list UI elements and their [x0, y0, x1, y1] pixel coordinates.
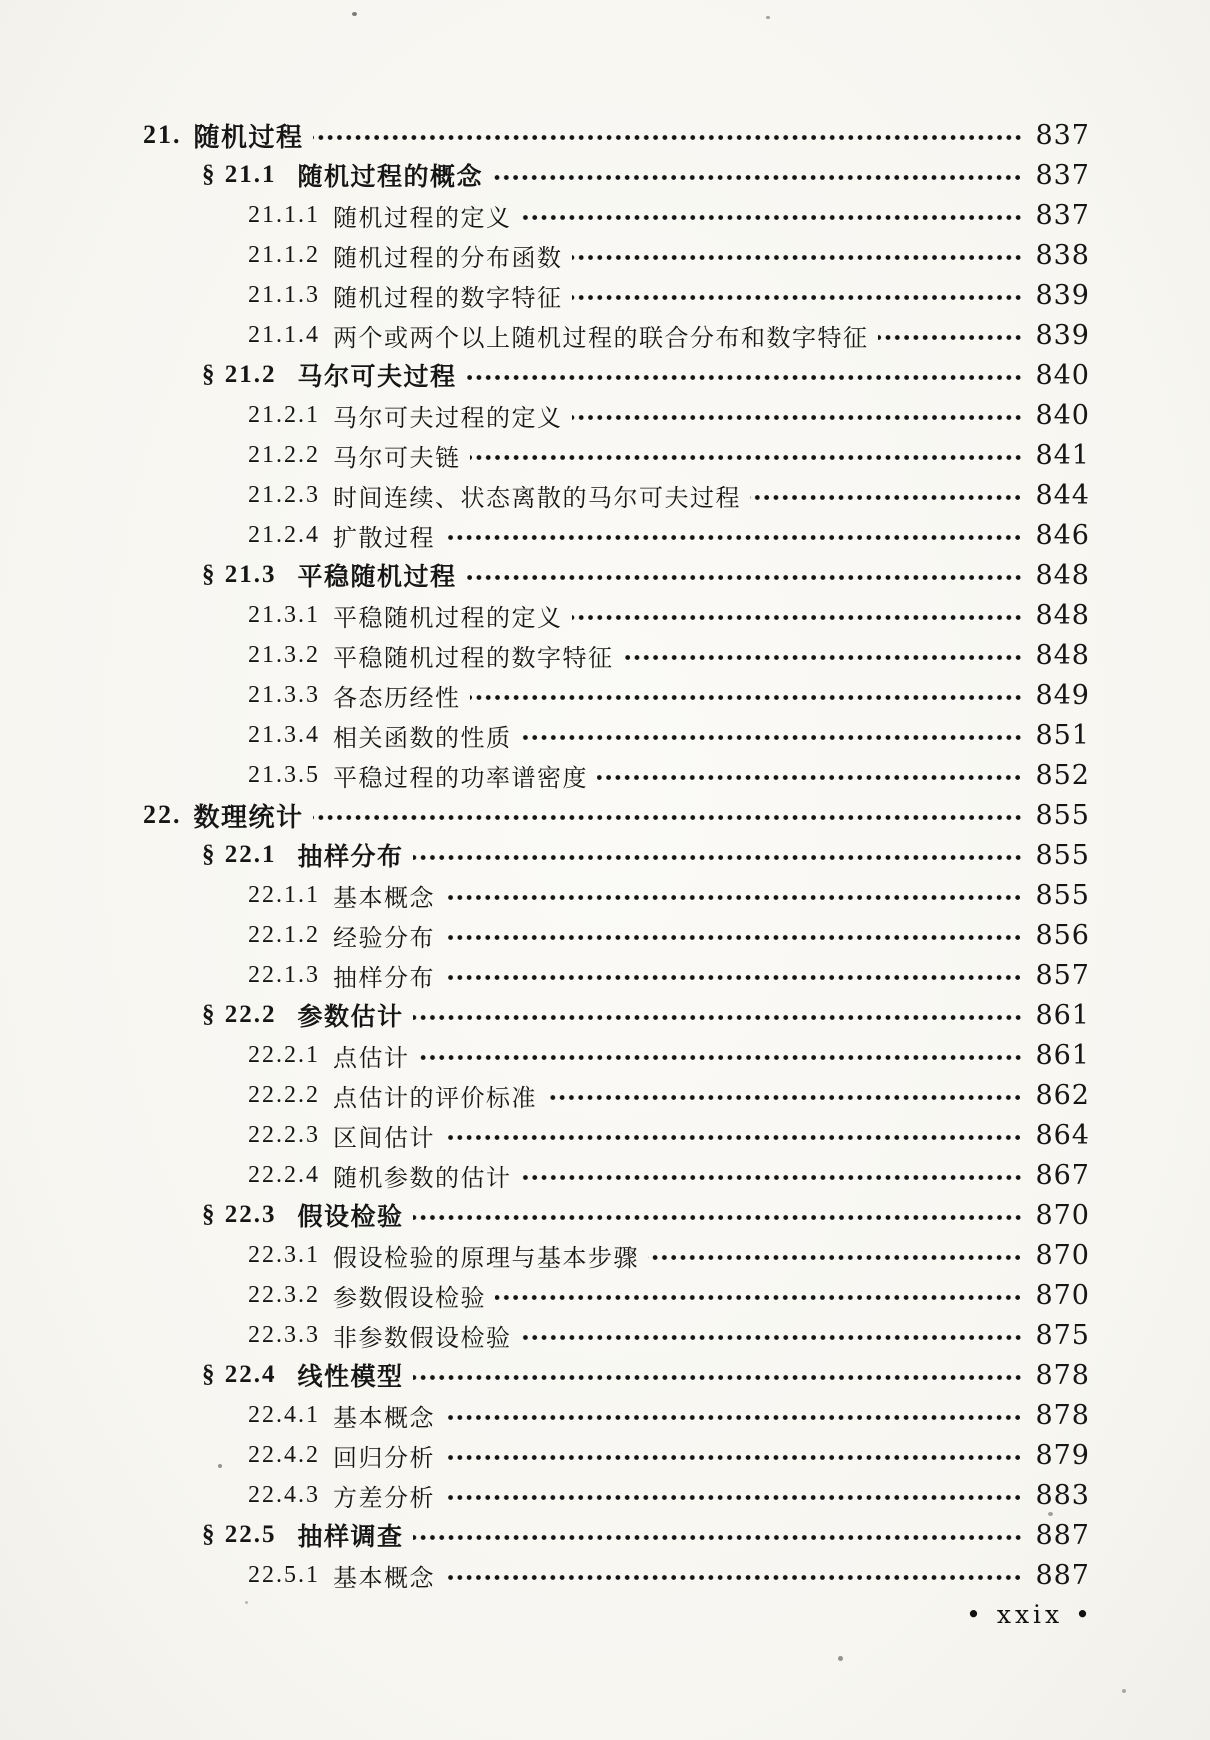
- entry-number: 21.1.4: [248, 321, 320, 348]
- entry-number: 22.4.1: [248, 1401, 320, 1428]
- dot-leader: [521, 1174, 1023, 1181]
- toc-entry: [143, 1435, 1090, 1475]
- entry-title: 假设检验: [297, 1204, 404, 1231]
- entry-title: 点估计的评价标准: [333, 1085, 537, 1112]
- dot-leader: [572, 614, 1023, 621]
- dot-leader: [444, 1574, 1022, 1581]
- entry-number: 21.2.3: [248, 481, 320, 508]
- entry-title: 随机过程的定义: [333, 205, 512, 232]
- entry-title: 参数估计: [297, 1004, 404, 1031]
- entry-page-number: 849: [1035, 679, 1090, 711]
- dot-leader: [521, 214, 1023, 221]
- entry-page-number: 846: [1035, 519, 1090, 551]
- toc-entry: [143, 155, 1090, 195]
- scan-speck: [1048, 1512, 1053, 1516]
- entry-page-number: 837: [1035, 199, 1090, 231]
- toc-entry: [143, 235, 1090, 275]
- entry-number: 22.4.2: [248, 1441, 320, 1468]
- dot-leader: [546, 1094, 1022, 1101]
- entry-number: 21.2.2: [248, 441, 320, 468]
- entry-number: 22.2.2: [248, 1081, 320, 1108]
- entry-title: 平稳随机过程的数字特征: [333, 645, 614, 672]
- entry-page-number: 848: [1035, 599, 1090, 631]
- entry-page-number: 840: [1035, 399, 1090, 431]
- entry-page-number: 870: [1035, 1279, 1090, 1311]
- entry-page-number: 855: [1035, 879, 1090, 911]
- toc-entry: [143, 475, 1090, 515]
- toc-entry: [143, 555, 1090, 595]
- entry-page-number: 887: [1035, 1559, 1090, 1591]
- entry-number: § 21.3: [202, 561, 277, 588]
- entry-page-number: 878: [1035, 1399, 1090, 1431]
- dot-leader: [521, 734, 1023, 741]
- dot-leader: [521, 1334, 1023, 1341]
- scan-speck: [766, 16, 770, 19]
- entry-title: 马尔可夫过程: [297, 364, 457, 391]
- entry-page-number: 839: [1035, 319, 1090, 351]
- entry-page-number: 857: [1035, 959, 1090, 991]
- entry-title: 抽样分布: [333, 965, 435, 992]
- dot-leader: [466, 374, 1023, 381]
- entry-title: 线性模型: [297, 1364, 404, 1391]
- entry-number: 21.1.1: [248, 201, 320, 228]
- entry-title: 抽样调查: [297, 1524, 404, 1551]
- entry-number: 22.2.4: [248, 1161, 320, 1188]
- entry-page-number: 841: [1035, 439, 1090, 471]
- toc-entry: [143, 1155, 1090, 1195]
- entry-number: 22.3.1: [248, 1241, 320, 1268]
- dot-leader: [444, 974, 1022, 981]
- dot-leader: [413, 1534, 1023, 1541]
- toc-entry: [143, 675, 1090, 715]
- entry-title: 平稳随机过程: [297, 564, 457, 591]
- dot-leader: [444, 934, 1022, 941]
- dot-leader: [313, 134, 1023, 141]
- entry-number: 22.5.1: [248, 1561, 320, 1588]
- dot-leader: [470, 694, 1023, 701]
- entry-title: 数理统计: [193, 802, 304, 832]
- toc-entry: [143, 795, 1090, 835]
- toc-entry: [143, 275, 1090, 315]
- entry-page-number: 851: [1035, 719, 1090, 751]
- toc-entry: [143, 1475, 1090, 1515]
- entry-number: 22.2.3: [248, 1121, 320, 1148]
- entry-page-number: 856: [1035, 919, 1090, 951]
- entry-title: 平稳过程的功率谱密度: [333, 765, 588, 792]
- entry-number: 22.1.1: [248, 881, 320, 908]
- page-footer: • xxix •: [966, 1600, 1094, 1629]
- dot-leader: [470, 454, 1023, 461]
- scan-speck: [1122, 1689, 1126, 1693]
- entry-page-number: 864: [1035, 1119, 1090, 1151]
- entry-number: 21.2.1: [248, 401, 320, 428]
- entry-title: 抽样分布: [297, 844, 404, 871]
- scan-speck: [218, 1464, 222, 1468]
- entry-page-number: 839: [1035, 279, 1090, 311]
- entry-number: 21.3.4: [248, 721, 320, 748]
- entry-number: 22.2.1: [248, 1041, 320, 1068]
- toc-entry: [143, 955, 1090, 995]
- toc-entry: [143, 1195, 1090, 1235]
- dot-leader: [623, 654, 1023, 661]
- toc-entry: [143, 1355, 1090, 1395]
- entry-number: 22.3.2: [248, 1281, 320, 1308]
- entry-title: 随机过程: [193, 122, 304, 152]
- toc-entry: [143, 1035, 1090, 1075]
- toc-entry: [143, 875, 1090, 915]
- entry-title: 相关函数的性质: [333, 725, 512, 752]
- entry-title: 回归分析: [333, 1445, 435, 1472]
- toc-list: [143, 115, 1090, 1595]
- toc-entry: [143, 355, 1090, 395]
- entry-page-number: 848: [1035, 559, 1090, 591]
- entry-number: 21.: [143, 120, 182, 149]
- dot-leader: [444, 1454, 1022, 1461]
- entry-title: 随机参数的估计: [333, 1165, 512, 1192]
- entry-title: 时间连续、状态离散的马尔可夫过程: [333, 485, 741, 512]
- entry-title: 基本概念: [333, 1565, 435, 1592]
- toc-entry: [143, 1555, 1090, 1595]
- entry-number: 21.2.4: [248, 521, 320, 548]
- entry-page-number: 848: [1035, 639, 1090, 671]
- entry-title: 马尔可夫过程的定义: [333, 405, 563, 432]
- dot-leader: [444, 1494, 1022, 1501]
- dot-leader: [444, 1414, 1022, 1421]
- toc-entry: [143, 115, 1090, 155]
- toc-entry: [143, 835, 1090, 875]
- entry-title: 随机过程的概念: [297, 164, 484, 191]
- entry-page-number: 862: [1035, 1079, 1090, 1111]
- dot-leader: [750, 494, 1022, 501]
- entry-number: § 22.4: [202, 1361, 277, 1388]
- dot-leader: [597, 774, 1022, 781]
- dot-leader: [572, 254, 1023, 261]
- dot-leader: [413, 854, 1023, 861]
- entry-number: 21.3.1: [248, 601, 320, 628]
- toc-entry: [143, 995, 1090, 1035]
- toc-entry: [143, 315, 1090, 355]
- entry-number: 21.3.3: [248, 681, 320, 708]
- scan-speck: [245, 1601, 248, 1604]
- toc-entry: [143, 1515, 1090, 1555]
- entry-title: 参数假设检验: [333, 1285, 486, 1312]
- entry-page-number: 844: [1035, 479, 1090, 511]
- toc-entry: [143, 395, 1090, 435]
- dot-leader: [444, 1134, 1022, 1141]
- entry-page-number: 855: [1035, 799, 1090, 831]
- entry-number: 21.1.3: [248, 281, 320, 308]
- dot-leader: [444, 534, 1022, 541]
- toc-entry: [143, 1235, 1090, 1275]
- dot-leader: [413, 1374, 1023, 1381]
- entry-title: 两个或两个以上随机过程的联合分布和数字特征: [333, 325, 869, 352]
- toc-entry: [143, 915, 1090, 955]
- toc-entry: [143, 635, 1090, 675]
- entry-page-number: 840: [1035, 359, 1090, 391]
- entry-title: 平稳随机过程的定义: [333, 605, 563, 632]
- entry-title: 各态历经性: [333, 685, 461, 712]
- entry-number: 22.1.3: [248, 961, 320, 988]
- toc-entry: [143, 1075, 1090, 1115]
- entry-page-number: 837: [1035, 119, 1090, 151]
- entry-title: 假设检验的原理与基本步骤: [333, 1245, 639, 1272]
- entry-number: § 22.3: [202, 1201, 277, 1228]
- entry-page-number: 861: [1035, 1039, 1090, 1071]
- entry-page-number: 883: [1035, 1479, 1090, 1511]
- toc-entry: [143, 435, 1090, 475]
- entry-number: § 21.1: [202, 161, 277, 188]
- dot-leader: [444, 894, 1022, 901]
- entry-number: § 22.2: [202, 1001, 277, 1028]
- entry-title: 扩散过程: [333, 525, 435, 552]
- entry-number: 22.1.2: [248, 921, 320, 948]
- entry-number: 21.1.2: [248, 241, 320, 268]
- toc-entry: [143, 715, 1090, 755]
- entry-number: 22.: [143, 800, 182, 829]
- dot-leader: [572, 294, 1023, 301]
- entry-page-number: 867: [1035, 1159, 1090, 1191]
- dot-leader: [419, 1054, 1023, 1061]
- entry-number: § 21.2: [202, 361, 277, 388]
- entry-number: 21.3.2: [248, 641, 320, 668]
- scan-speck: [838, 1656, 843, 1661]
- entry-number: 22.3.3: [248, 1321, 320, 1348]
- dot-leader: [648, 1254, 1022, 1261]
- toc-entry: [143, 515, 1090, 555]
- toc-entry: [143, 1315, 1090, 1355]
- entry-number: § 22.5: [202, 1521, 277, 1548]
- dot-leader: [572, 414, 1023, 421]
- toc-entry: [143, 195, 1090, 235]
- entry-title: 随机过程的分布函数: [333, 245, 563, 272]
- toc-entry: [143, 1115, 1090, 1155]
- entry-page-number: 838: [1035, 239, 1090, 271]
- dot-leader: [413, 1214, 1023, 1221]
- entry-page-number: 855: [1035, 839, 1090, 871]
- entry-page-number: 887: [1035, 1519, 1090, 1551]
- entry-title: 非参数假设检验: [333, 1325, 512, 1352]
- entry-page-number: 870: [1035, 1239, 1090, 1271]
- toc-entry: [143, 595, 1090, 635]
- dot-leader: [878, 334, 1023, 341]
- toc-entry: [143, 755, 1090, 795]
- dot-leader: [492, 174, 1022, 181]
- entry-page-number: 879: [1035, 1439, 1090, 1471]
- scan-speck: [352, 12, 357, 16]
- entry-title: 方差分析: [333, 1485, 435, 1512]
- entry-number: 22.4.3: [248, 1481, 320, 1508]
- entry-title: 基本概念: [333, 885, 435, 912]
- dot-leader: [313, 814, 1023, 821]
- entry-page-number: 878: [1035, 1359, 1090, 1391]
- entry-title: 马尔可夫链: [333, 445, 461, 472]
- entry-title: 基本概念: [333, 1405, 435, 1432]
- entry-page-number: 870: [1035, 1199, 1090, 1231]
- entry-number: 21.3.5: [248, 761, 320, 788]
- entry-title: 经验分布: [333, 925, 435, 952]
- toc-entry: [143, 1275, 1090, 1315]
- dot-leader: [413, 1014, 1023, 1021]
- entry-title: 点估计: [333, 1045, 410, 1072]
- dot-leader: [495, 1294, 1022, 1301]
- entry-page-number: 837: [1035, 159, 1090, 191]
- entry-title: 随机过程的数字特征: [333, 285, 563, 312]
- entry-number: § 22.1: [202, 841, 277, 868]
- entry-title: 区间估计: [333, 1125, 435, 1152]
- entry-page-number: 852: [1035, 759, 1090, 791]
- dot-leader: [466, 574, 1023, 581]
- entry-page-number: 861: [1035, 999, 1090, 1031]
- toc-entry: [143, 1395, 1090, 1435]
- entry-page-number: 875: [1035, 1319, 1090, 1351]
